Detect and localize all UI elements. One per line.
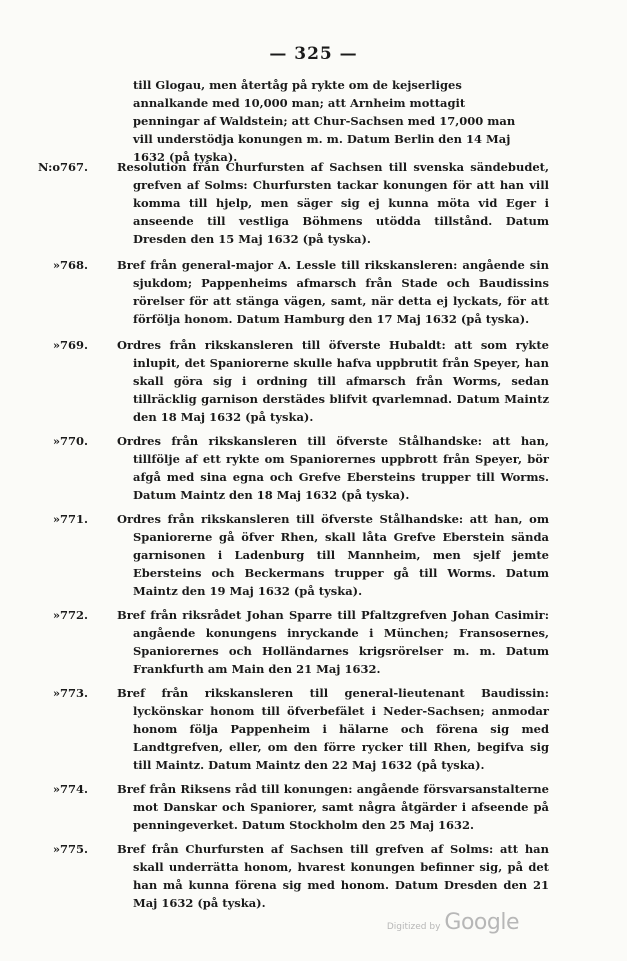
entry-text: Bref från Churfursten af Sachsen till grefven af Solms: att han skall underrätta honom, hvarest konungen befinner sig, på det han må kunna förena sig med honom. Datum Dresden den 21 Maj 1632 (på tyska). (117, 842, 549, 910)
entry-number: 768. (60, 258, 89, 272)
entry-marker: » (52, 512, 60, 526)
entry-marker: » (52, 338, 60, 352)
entry-number: 769. (60, 338, 89, 352)
entry-text: Ordres från rikskansleren till öfverste Stålhandske: att han, om Spaniorerne gå öfver Rhen, skall låta Grefve Eberstein sända garnisonen i Ladenburg till Mannheim, men sjelf jemte Ebersteins och Beckermans trupper gå till Worms. Datum Maintz den 19 Maj 1632 (på tyska). (117, 512, 549, 598)
entry-number: 770. (60, 434, 89, 448)
entry-marker: » (52, 686, 60, 700)
entry-marker: N:o (37, 160, 60, 174)
entry-text: Ordres från rikskansleren till öfverste Hubaldt: att som rykte inlupit, det Spaniorerne skulle hafva uppbrutit från Speyer, han skall göra sig i ordning till afmarsch från Worms, sedan tillräcklig garnison derstädes blifvit qvarlemnad. Datum Maintz den 18 Maj 1632 (på tyska). (117, 338, 549, 424)
entry-number: 771. (60, 512, 89, 526)
entry-number: 772. (60, 608, 89, 622)
entry-text: Bref från riksrådet Johan Sparre till Pfaltzgrefven Johan Casimir: angående konungens inryckande i München; Fransosernes, Spaniorernes och Holländarnes krigsrörelser m. m. Datum Frankfurth am Main den 21 Maj 1632. (117, 608, 549, 676)
entry-text: Bref från rikskansleren till general-lieutenant Baudissin: lyckönskar honom till öfverbefälet i Neder-Sachsen; anmodar honom följa Pappenheim i hälarne och förena sig med Landtgrefven, eller, om den förre rycker till Rhen, begifva sig till Maintz. Datum Maintz den 22 Maj 1632 (på tyska). (117, 686, 549, 772)
entry-text: Ordres från rikskansleren till öfverste Stålhandske: att han, tillfölje af ett rykte om Spaniorernes uppbrott från Speyer, bör afgå med sina egna och Grefve Ebersteins trupper till Worms. Datum Maintz den 18 Maj 1632 (på tyska). (117, 434, 549, 502)
page-number: — 325 — (269, 44, 358, 64)
entry-text: Bref från Riksens råd till konungen: angående försvarsanstalterne mot Danskar och Spaniorer, samt några åtgärder i afseende på penningeverket. Datum Stockholm den 25 Maj 1632. (117, 782, 549, 832)
entry-number: 774. (60, 782, 89, 796)
entry-marker: » (52, 842, 60, 856)
entry-text: Bref från general-major A. Lessle till rikskansleren: angående sin sjukdom; Pappenheims afmarsch från Stade och Baudissins rörelser för att stänga vägen, samt, när detta ej lyckats, för att förfölja honom. Datum Hamburg den 17 Maj 1632 (på tyska). (117, 258, 549, 326)
google-logo: Google (444, 910, 519, 935)
entry-marker: » (52, 258, 60, 272)
entry-number: 775. (60, 842, 89, 856)
entry-marker: » (52, 608, 60, 622)
entry-marker: » (52, 434, 60, 448)
entry-number: 767. (60, 160, 89, 174)
continuation-paragraph: till Glogau, men återtåg på rykte om de kejserliges annalkande med 10,000 man; att Arnheim mottagit penningar af Waldstein; att Chur-Sachsen med 17,000 man vill understödja konungen m. m. Datum Berlin den 14 Maj 1632 (på tyska). (133, 78, 516, 164)
entry-text: Resolution från Churfursten af Sachsen till svenska sändebudet, grefven af Solms: Churfursten tackar konungen för att han vill komma till hjelp, men säger sig ej kunna möta vid Eger i anseende till vestliga Böhmens utödda tillstånd. Datum Dresden den 15 Maj 1632 (på tyska). (117, 160, 549, 246)
entry-marker: » (52, 782, 60, 796)
digitized-watermark (387, 910, 519, 935)
entry-number: 773. (60, 686, 89, 700)
watermark-caption: Digitized by (386, 922, 441, 932)
